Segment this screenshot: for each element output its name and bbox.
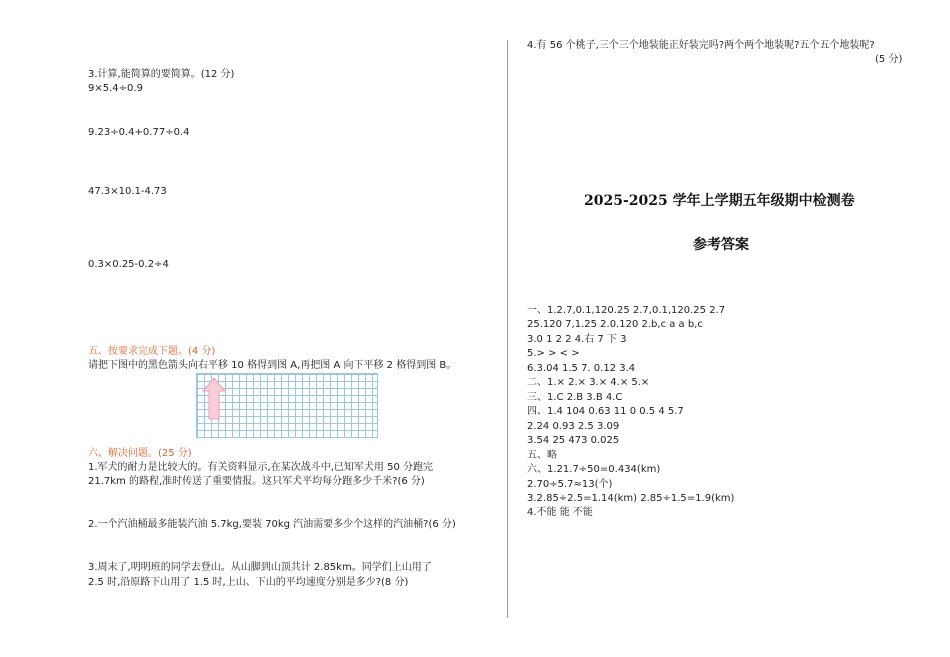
q6-4: 4.有 56 个桃子,三个三个地装能正好装完吗?两个两个地装呢?五个五个地装呢? [527, 40, 875, 51]
answer-line: 四、1.4 104 0.63 11 0 0.5 4 5.7 [527, 406, 684, 417]
answer-line: 6.3.04 1.5 7. 0.12 3.4 [527, 363, 636, 374]
up-arrow-icon [202, 377, 226, 421]
answer-line: 三、1.C 2.B 3.B 4.C [527, 392, 623, 403]
answer-line: 六、1.21.7÷50=0.434(km) [527, 464, 661, 475]
answer-line: 2.24 0.93 2.5 3.09 [527, 421, 620, 432]
section5-title: 五、按要求完成下题。(4 分) [88, 346, 216, 357]
answer-line: 3.54 25 473 0.025 [527, 435, 620, 446]
q6-1-line-2: 21.7km 的路程,准时传送了重要情报。这只军犬平均每分跑多少千米?(6 分) [88, 476, 425, 487]
answer-line: 3.2.85÷2.5=1.14(km) 2.85÷1.5=1.9(km) [527, 493, 735, 504]
answer-line: 5.> > < > [527, 348, 580, 359]
section6-title: 六、解决问题。(25 分) [88, 448, 192, 459]
exam-title: 2025-2025 学年上学期五年级期中检测卷 [584, 193, 855, 209]
answer-line: 五、略 [527, 450, 557, 461]
q3-item-1: 9×5.4÷0.9 [88, 83, 143, 94]
section5-text: 请把下图中的黑色箭头向右平移 10 格得到图 A,再把图 A 向下平移 2 格得到图 B。 [88, 360, 457, 371]
q3-title: 3.计算,能简算的要简算。(12 分) [88, 69, 235, 80]
q3-item-3: 47.3×10.1-4.73 [88, 186, 167, 197]
q6-1-line-1: 1.军犬的耐力是比较大的。有关资料显示,在某次战斗中,已知军犬用 50 分跑完 [88, 462, 433, 473]
q6-3-line-1: 3.周末了,明明班的同学去登山。从山脚到山顶共计 2.85km。同学们上山用了 [88, 562, 432, 573]
q6-4-score: (5 分) [875, 54, 903, 65]
answer-line: 一、1.2.7,0.1,120.25 2.7,0.1,120.25 2.7 [527, 305, 726, 316]
answer-title: 参考答案 [693, 237, 749, 253]
answer-line: 25.120 7,1.25 2.0.120 2.b,c a a b,c [527, 319, 703, 330]
answer-line: 4.不能 能 不能 [527, 507, 593, 518]
q3-item-4: 0.3×0.25-0.2÷4 [88, 259, 169, 270]
answer-line: 2.70÷5.7≈13(个) [527, 479, 613, 490]
answer-line: 3.0 1 2 2 4.右 7 下 3 [527, 334, 627, 345]
answer-line: 二、1.× 2.× 3.× 4.× 5.× [527, 377, 650, 388]
page-divider [507, 40, 508, 618]
q3-item-2: 9.23÷0.4+0.77÷0.4 [88, 127, 190, 138]
q6-3-line-2: 2.5 时,沿原路下山用了 1.5 时,上山、下山的平均速度分别是多少?(8 分) [88, 577, 409, 588]
q6-2: 2.一个汽油桶最多能装汽油 5.7kg,要装 70kg 汽油需要多少个这样的汽油桶?(6 分) [88, 519, 456, 530]
